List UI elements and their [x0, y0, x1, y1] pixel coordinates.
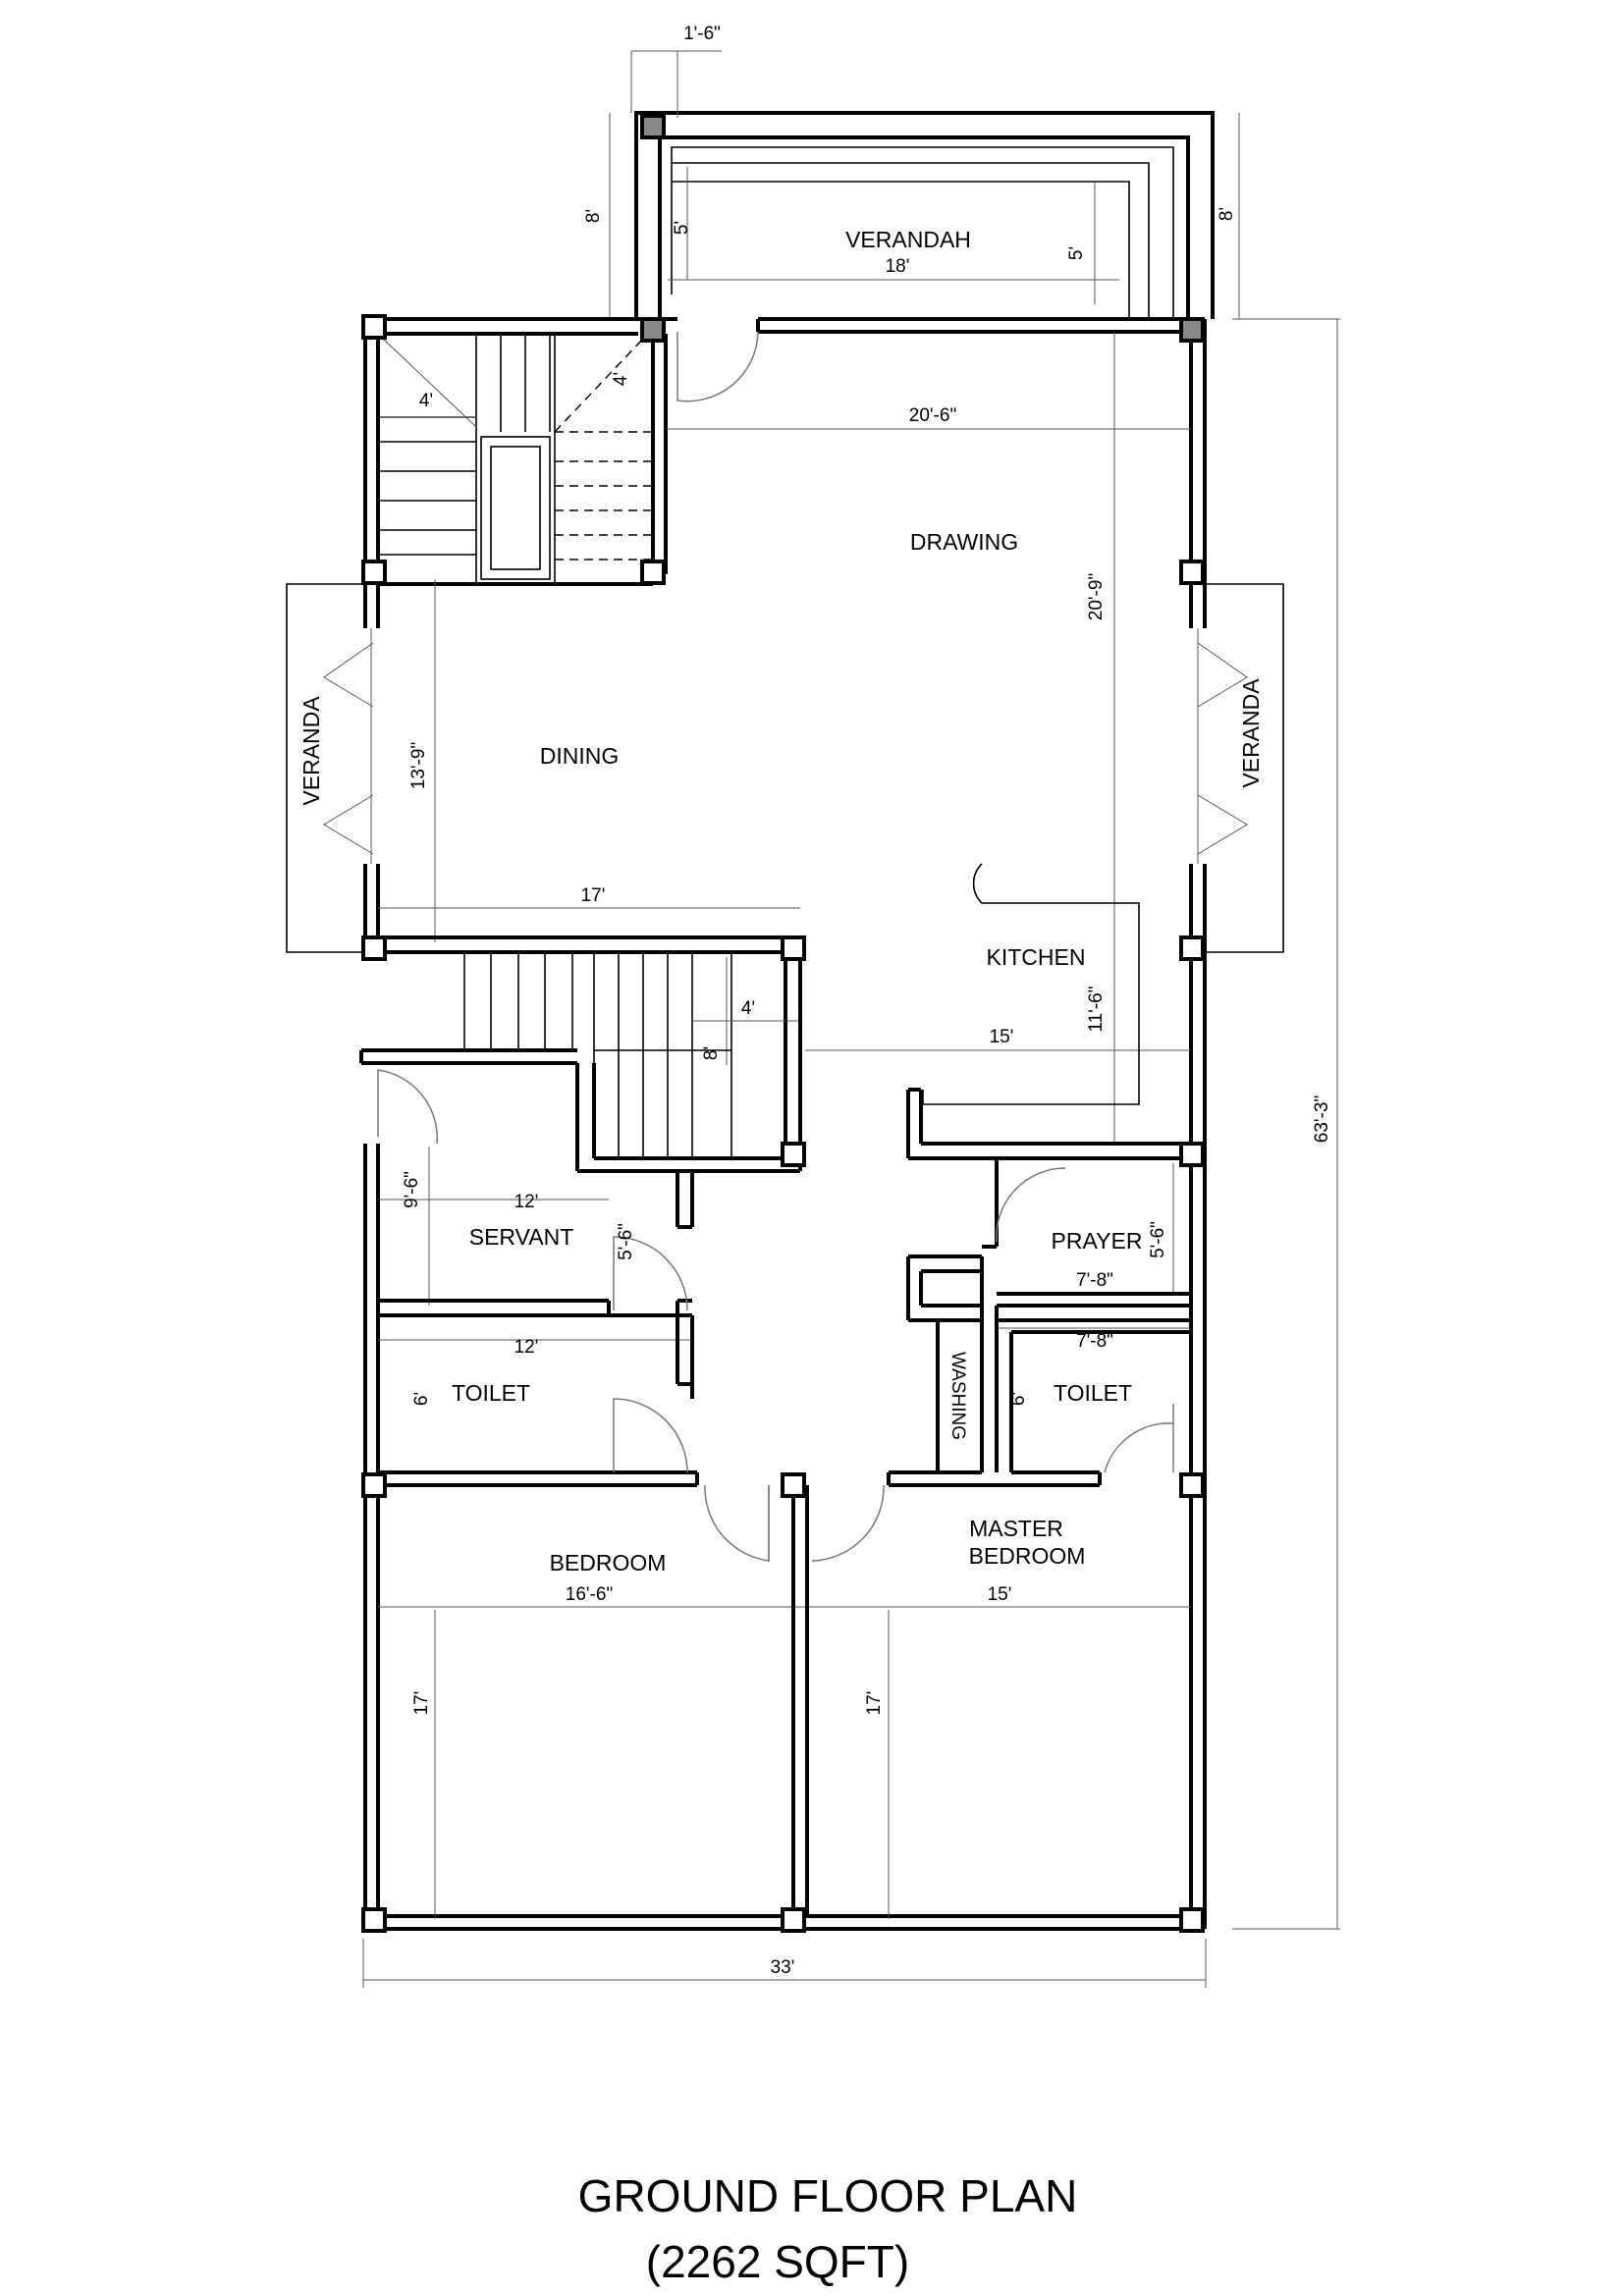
dim-servant-width: 12': [514, 1192, 539, 1212]
columns: [363, 116, 1203, 1931]
dim-servant-depth: 9'-6": [402, 1171, 422, 1208]
room-label-washing: WASHING: [947, 1351, 968, 1441]
prayer-washing-toilet-right-walls: [889, 1158, 1191, 1485]
middle-stair-walls: [361, 937, 800, 1227]
room-label-bedroom: BEDROOM: [549, 1550, 667, 1575]
dim-dining-depth: 13'-9": [408, 741, 429, 790]
dim-drawing-depth: 20'-9": [1086, 572, 1107, 621]
dim-verandah-width: 18': [885, 256, 910, 277]
stair-top-left: [378, 334, 666, 584]
dim-prayer-depth: 5'-6": [1148, 1221, 1168, 1258]
dim-bedroom-depth: 17': [411, 1690, 432, 1716]
room-label-master-bedroom-line1: MASTER: [969, 1516, 1063, 1541]
dim-stair-top-landing: 4': [611, 371, 631, 387]
dim-stair-mid-width: 4': [740, 998, 756, 1019]
dim-master-width: 15': [987, 1584, 1012, 1605]
dim-verandah-inner-left: 5': [672, 220, 692, 236]
side-verandas: [287, 584, 1283, 952]
dim-toilet-left-depth: 6': [411, 1391, 432, 1407]
room-label-verandah: VERANDAH: [845, 227, 971, 252]
dim-bedroom-width: 16'-6": [565, 1584, 614, 1605]
verandah-dimension-lines: [610, 51, 1239, 319]
dim-stair-mid-depth: 8': [701, 1045, 722, 1061]
room-label-dining: DINING: [539, 743, 620, 769]
dim-toilet-right-depth: 6': [1008, 1391, 1029, 1407]
room-label-kitchen: KITCHEN: [986, 944, 1086, 970]
dim-prayer-width: 7'-8": [1076, 1270, 1113, 1291]
dim-kitchen-depth: 11'-6": [1086, 986, 1107, 1033]
bedroom-divider: [793, 1485, 807, 1916]
dim-kitchen-width: 15': [989, 1027, 1014, 1047]
dim-verandah-left-height: 8': [583, 208, 604, 224]
plan-area: (2262 SQFT): [645, 2236, 910, 2287]
plan-title: GROUND FLOOR PLAN: [577, 2170, 1078, 2221]
room-label-servant: SERVANT: [468, 1224, 574, 1250]
dim-verandah-right-height: 8': [1217, 206, 1237, 222]
dim-dining-width: 17': [580, 885, 606, 906]
dim-stair-top-width: 4': [418, 391, 434, 411]
room-label-veranda-right: VERANDA: [1238, 678, 1264, 788]
dim-servant-door: 5'-6": [616, 1223, 636, 1260]
dim-overall-width: 33': [770, 1957, 795, 1978]
room-label-veranda-left: VERANDA: [298, 696, 324, 806]
room-label-toilet-left: TOILET: [451, 1380, 531, 1406]
dim-toilet-right-width: 7'-8": [1076, 1331, 1113, 1352]
room-label-toilet-right: TOILET: [1053, 1380, 1133, 1406]
dim-top-offset: 1'-6": [683, 24, 721, 44]
dim-drawing-width: 20'-6": [908, 405, 957, 426]
dim-toilet-left-width: 12': [514, 1337, 539, 1358]
dim-master-depth: 17': [864, 1690, 885, 1716]
verandah-top-structure: [636, 113, 1213, 319]
dim-verandah-inner-right: 5': [1066, 245, 1087, 261]
room-label-drawing: DRAWING: [909, 529, 1019, 555]
dim-overall-depth: 63'-3": [1312, 1095, 1332, 1144]
kitchen-counter: [908, 864, 1191, 1158]
room-label-prayer: PRAYER: [1051, 1228, 1143, 1254]
room-label-master-bedroom-line2: BEDROOM: [968, 1543, 1086, 1569]
